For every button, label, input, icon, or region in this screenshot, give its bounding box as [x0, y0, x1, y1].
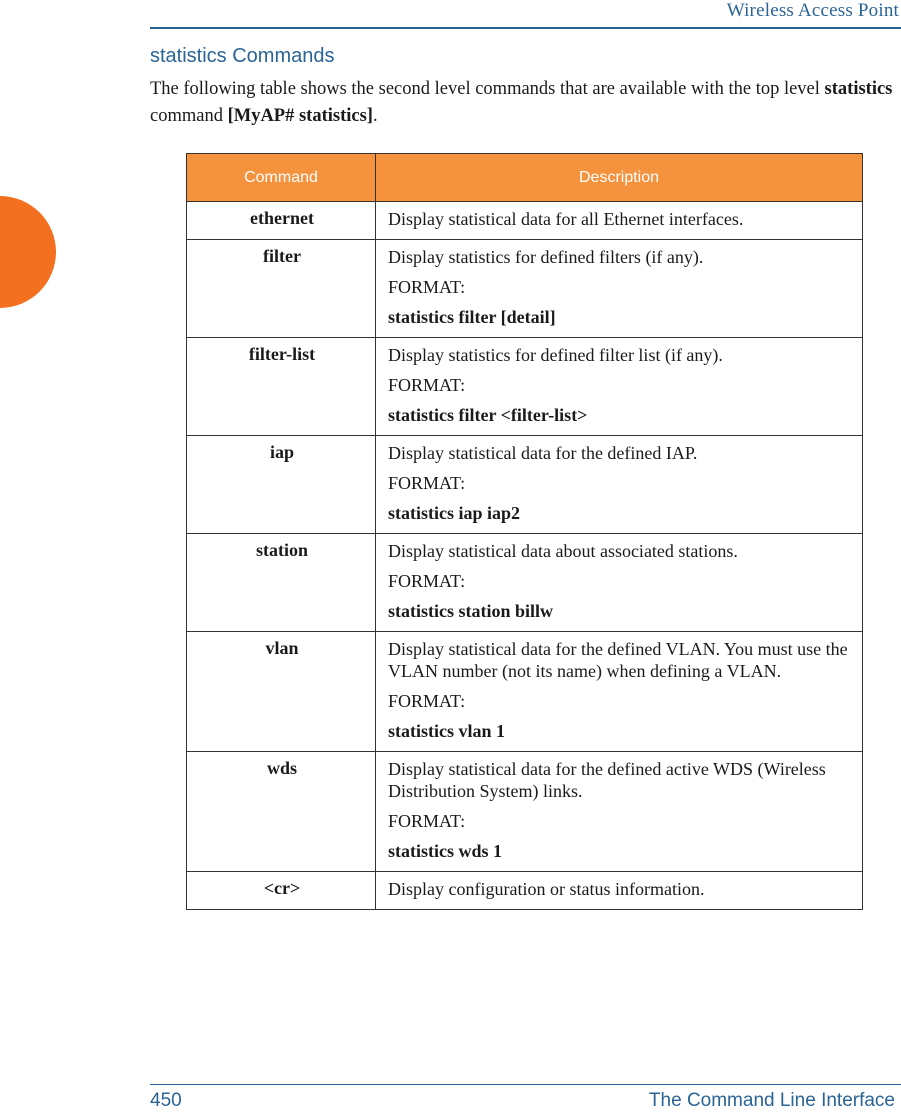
chapter-tab-marker [0, 196, 56, 308]
commands-table [186, 153, 863, 910]
command-cell: iap [187, 436, 376, 534]
footer-section-title: The Command Line Interface [648, 1090, 895, 1111]
table-row [187, 534, 863, 632]
description-text: Display statistical data for the defined VLAN. You must use the VLAN number (not its name) when defining a VLAN. [388, 639, 848, 681]
format-label: FORMAT: [388, 571, 466, 591]
header-description: Description [376, 154, 863, 202]
description-text: Display statistical data for the defined active WDS (Wireless Distribution System) links. [388, 759, 826, 801]
command-cell: station [187, 534, 376, 632]
format-label: FORMAT: [388, 473, 466, 493]
command-cell: ethernet [187, 202, 376, 240]
format-example: statistics iap iap2 [388, 503, 521, 523]
intro-text-3: . [372, 106, 378, 126]
format-example: statistics wds 1 [388, 841, 503, 861]
table-header-row [187, 154, 863, 202]
intro-bold-prompt: [MyAP# statistics] [227, 106, 373, 126]
table-row [187, 872, 863, 910]
format-example: statistics vlan 1 [388, 721, 505, 741]
description-cell [376, 872, 863, 910]
description-cell [376, 436, 863, 534]
table-row [187, 202, 863, 240]
command-cell: <cr> [187, 872, 376, 910]
page-number: 450 [150, 1090, 182, 1111]
header-rule [150, 27, 901, 29]
description-cell [376, 240, 863, 338]
description-text: Display statistics for defined filter list (if any). [388, 345, 723, 365]
header-command: Command [187, 154, 376, 202]
format-label: FORMAT: [388, 375, 466, 395]
table-row [187, 436, 863, 534]
intro-bold-statistics: statistics [824, 79, 893, 99]
footer-rule [150, 1084, 901, 1085]
description-text: Display statistical data about associated stations. [388, 541, 738, 561]
running-header: Wireless Access Point [726, 0, 899, 21]
intro-paragraph [150, 76, 901, 130]
description-text: Display configuration or status information. [388, 879, 705, 899]
description-text: Display statistics for defined filters (if any). [388, 247, 704, 267]
command-cell: filter [187, 240, 376, 338]
command-cell: vlan [187, 632, 376, 752]
format-label: FORMAT: [388, 277, 466, 297]
description-cell [376, 202, 863, 240]
intro-text-2: command [150, 106, 228, 126]
format-example: statistics filter [detail] [388, 307, 556, 327]
table-row [187, 338, 863, 436]
format-label: FORMAT: [388, 691, 466, 711]
description-cell [376, 534, 863, 632]
format-label: FORMAT: [388, 811, 466, 831]
table-row [187, 240, 863, 338]
description-cell [376, 632, 863, 752]
description-cell [376, 752, 863, 872]
intro-text-1: The following table shows the second level commands that are available with the top level [150, 79, 825, 99]
format-example: statistics filter <filter-list> [388, 405, 588, 425]
description-cell [376, 338, 863, 436]
table-row [187, 632, 863, 752]
table-row [187, 752, 863, 872]
section-title: statistics Commands [150, 45, 335, 67]
format-example: statistics station billw [388, 601, 554, 621]
command-cell: wds [187, 752, 376, 872]
description-text: Display statistical data for the defined IAP. [388, 443, 698, 463]
command-cell: filter-list [187, 338, 376, 436]
description-text: Display statistical data for all Ethernet interfaces. [388, 209, 744, 229]
